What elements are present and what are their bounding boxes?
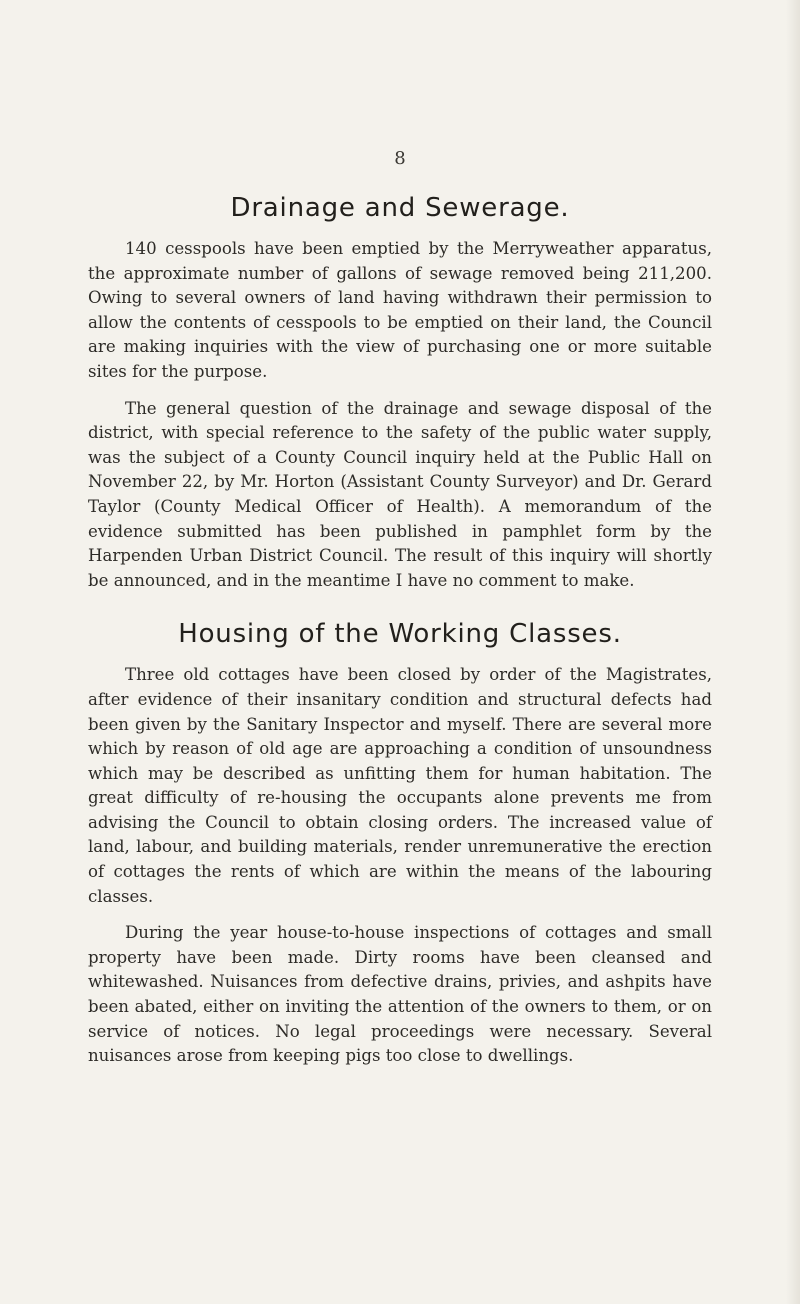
paragraph: The general question of the drainage and sewage disposal of the district, with special reference to the safety of the public water supply, was the subject of a County Council inquiry held at the Public Hall on November 22, by Mr. Horton (Assistant County Surveyor) and Dr. Gerard Taylor (County Medical Officer of Health). A memorandum of the evidence submitted has been published in pamphlet form by the Harpenden Urban District Council. The result of this inquiry will shortly be announced, and in the meantime I have no comment to make. (88, 398, 712, 590)
page-number: 8 (394, 148, 406, 169)
section-heading: Drainage and Sewerage. (230, 193, 570, 223)
section-drainage-and-sewerage (88, 193, 712, 593)
section-housing-of-the-working-classes (88, 619, 712, 1069)
paragraph: Three old cottages have been closed by order of the Magistrates, after evidence of their insanitary condition and structural defects had been given by the Sanitary Inspector and myself. There are several more which by reason of old age are approaching a condition of unsoundness which may be described as unfitting them for human habitation. The great difficulty of re-housing the occupants alone prevents me from advising the Council to obtain closing orders. The increased value of land, labour, and building materials, render unremunerative the erection of cottages the rents of which are within the means of the labouring classes. (88, 665, 712, 906)
paragraph: 140 cesspools have been emptied by the Merryweather apparatus, the approximate number of gallons of sewage removed being 211,200. Owing to several owners of land having withdrawn their permission to allow the contents of cesspools to be emptied on their land, the Council are making inquiries with the view of purchasing one or more suitable sites for the purpose. (88, 239, 712, 381)
section-heading: Housing of the Working Classes. (178, 619, 622, 650)
page-content (88, 185, 712, 1081)
paragraph: During the year house-to-house inspections of cottages and small property have been made. Dirty rooms have been cleansed and whitewashed. Nuisances from defective drains, privies, and ashpits have been abated, either on inviting the attention of the owners to them, or on service of notices. No legal proceedings were necessary. Several nuisances arose from keeping pigs too close to dwellings. (88, 923, 712, 1066)
page-edge-shadow (786, 0, 800, 1304)
